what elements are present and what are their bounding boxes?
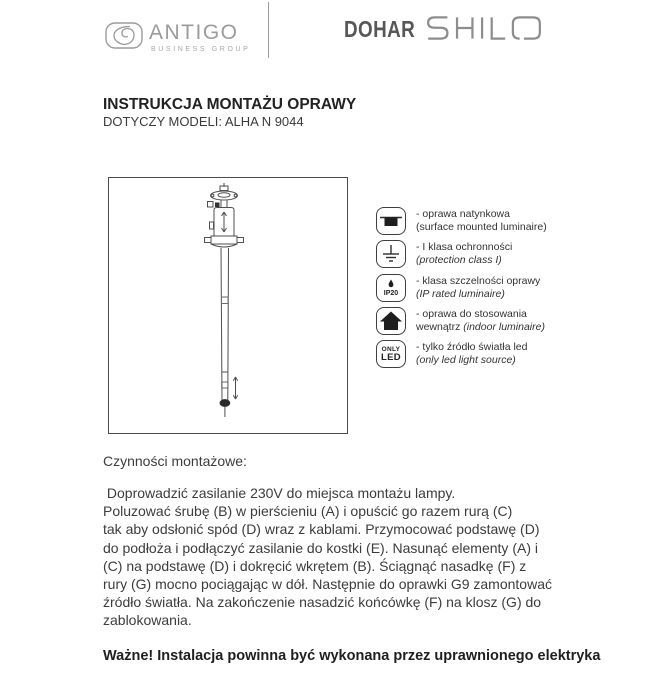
spec-label-line1: - I klasa ochronności <box>416 241 513 253</box>
ip20-text: IP20 <box>383 290 399 297</box>
led-text: LED <box>381 351 401 363</box>
spec-row-indoor <box>376 307 545 335</box>
instruction-line: tak aby odsłonić spód (D) wraz z kablami. Przymocować podstawę (D) <box>103 521 540 538</box>
spec-row-surface-mounted <box>376 207 547 235</box>
shilo-logo <box>424 15 544 41</box>
antigo-logo <box>105 22 250 53</box>
ip20-icon <box>376 274 406 302</box>
spec-row-ip20 <box>376 274 540 302</box>
spec-label-line2: wewnątrz (indoor luminaire) <box>416 320 545 333</box>
spec-label-line1: - oprawa do stosowania <box>416 308 527 320</box>
page-subtitle: DOTYCZY MODELI: ALHA N 9044 <box>103 114 304 129</box>
spec-row-protection-class <box>376 240 512 268</box>
lamp-diagram-icon <box>109 178 347 433</box>
spec-label-line2: (protection class I) <box>416 253 502 266</box>
dohar-logo: DOHAR <box>344 16 416 42</box>
instructions-paragraph <box>103 484 552 630</box>
instruction-line: (C) na podstawę (D) i dokręcić wkrętem (B). Ściągnąć nasadkę (F) z <box>103 557 527 574</box>
spec-label <box>416 207 547 233</box>
indoor-icon <box>376 307 406 335</box>
instruction-line: zablokowania. <box>103 612 192 629</box>
instruction-line: Doprowadzić zasilanie 230V do miejsca montażu lampy. <box>103 485 456 501</box>
spec-label <box>416 340 527 366</box>
antigo-emblem-icon <box>105 22 143 49</box>
spec-label-line2: (only led light source) <box>416 353 516 366</box>
instruction-line: Poluzować śrubę (B) w pierścieniu (A) i opuścić go razem rurą (C) <box>103 503 513 520</box>
spec-label-line2: (IP rated luminaire) <box>416 287 505 300</box>
drop-icon <box>386 279 396 289</box>
spec-label-line1: - tylko źródło światła led <box>416 341 528 353</box>
instruction-line: źródło światła. Na zakończenie nasadzić końcówkę (F) na klosz (G) do <box>103 594 542 611</box>
antigo-tagline: BUSINESS GROUP <box>151 46 251 53</box>
spec-label-line1: - oprawa natynkowa <box>416 208 510 220</box>
instruction-line: do podłoża i podłączyć zasilanie do kostki (E). Nasunąć elementy (A) i <box>103 539 538 556</box>
protection-class-icon <box>376 240 406 268</box>
spec-label-line2: (surface mounted luminaire) <box>416 220 547 233</box>
page-title: INSTRUKCJA MONTAŻU OPRAWY <box>103 96 357 113</box>
spec-label <box>416 307 545 333</box>
only-led-icon <box>376 340 406 368</box>
surface-mounted-icon <box>376 207 406 235</box>
instruction-line: rury (G) mocno pociągając w dół. Następnie do oprawki G9 zamontować <box>103 576 552 593</box>
only-text: ONLY <box>381 345 401 353</box>
logo-divider <box>268 2 269 58</box>
antigo-name: ANTIGO <box>149 21 239 44</box>
instructions-heading: Czynności montażowe: <box>103 453 247 469</box>
spec-label <box>416 240 512 266</box>
spec-row-only-led <box>376 340 527 368</box>
warning-text: Ważne! Instalacja powinna być wykonana przez uprawnionego elektryka <box>103 648 601 664</box>
spec-label-line1: - klasa szczelności oprawy <box>416 275 541 287</box>
spec-label <box>416 274 540 300</box>
lamp-diagram-box <box>108 177 348 434</box>
antigo-wordmark <box>149 22 250 53</box>
